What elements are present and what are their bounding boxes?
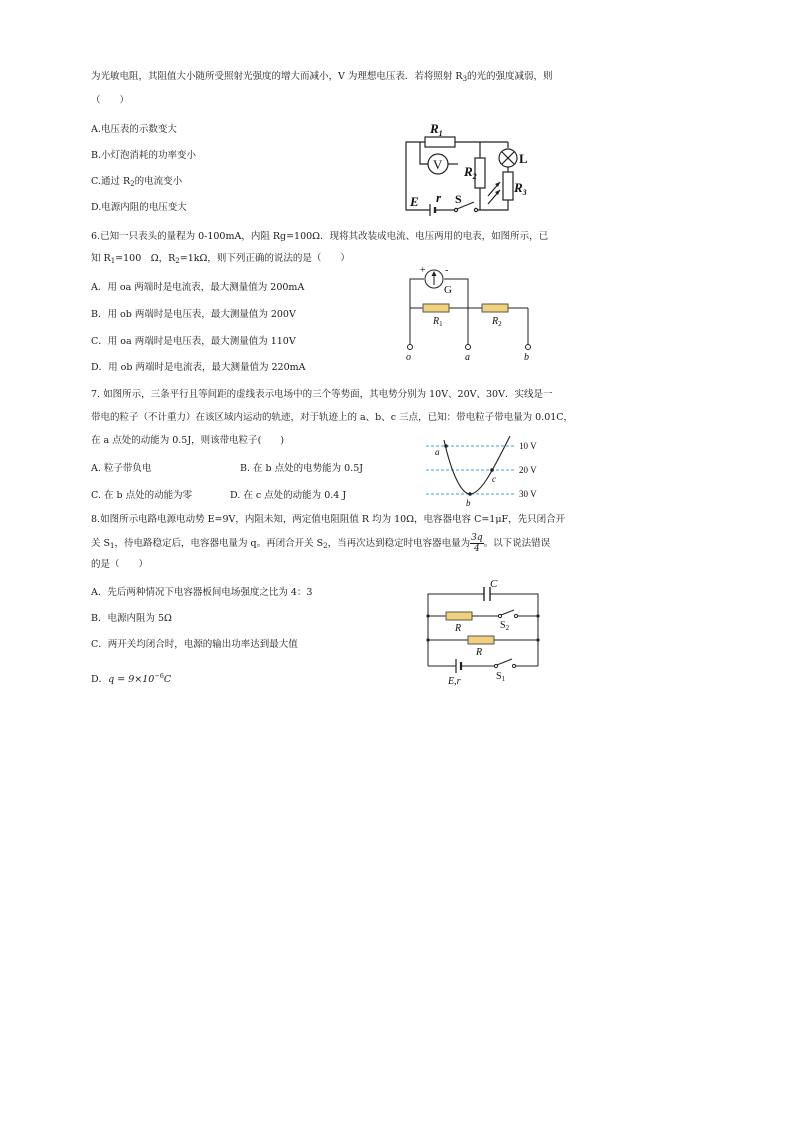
q8-option-b: B．电源内阻为 5Ω [91,613,172,624]
q7-option-a: A. 粒子带负电 [91,463,152,474]
q7-equipotential-diagram [422,436,552,510]
q5-r3-photoresistor [503,172,513,200]
q7-stem-line1: 7. 如图所示，三条平行且等间距的虚线表示电场中的三个等势面，其电势分别为 10V、20V、30V．实线是一 [91,389,553,400]
q6-terminal-b [526,345,531,350]
q6-stem-line2: 知 $R_1=100$ Ω，$R_2=1k\Omega$，则下列正确的说法的是（ ） [91,253,350,265]
svg-text:R3: $R_3$ [514,180,527,197]
svg-text:-: - [445,265,449,276]
q7-point-b [468,492,472,496]
q8-fraction-3q-over-4: $\frac{3q}{4}$ [471,533,483,554]
svg-text:r: r [436,190,442,205]
q8-option-d: D．$q = 9\times 10^{-6}C$ [91,672,172,686]
svg-text:R2: $R_2$ [492,316,502,328]
q5-blank: （ ） [91,95,130,106]
svg-text:20 V: 20 V [519,465,537,475]
svg-text:S: S [455,192,462,206]
svg-text:G: G [444,284,452,296]
svg-text:R1: $R_1$ [430,121,443,138]
svg-text:b: b [466,498,471,508]
q5-option-d: D.电源内阻的电压变大 [91,202,187,213]
svg-text:L: L [519,151,528,166]
svg-text:a: a [465,352,470,362]
svg-text:V: V [433,157,443,172]
q7-stem-line2: 带电的粒子（不计重力）在该区域内运动的轨迹，对于轨迹上的 a、b、c 三点，已知：带电粒子带电量为 0.01C， [91,412,574,423]
q6-option-c: C．用 oa 两端时是电压表，最大测量值为 110V [91,336,296,347]
svg-text:R: R [455,623,462,634]
q7-option-b: B. 在 b 点处的电势能为 0.5J [240,463,364,474]
q5-option-b: B.小灯泡消耗的功率变小 [91,150,197,161]
q6-r2-resistor [482,304,508,312]
svg-text:c: c [492,474,496,484]
svg-text:+: + [420,265,426,276]
q8-resistor-middle [468,636,494,644]
q7-option-c: C. 在 b 点处的动能为零 [91,490,193,501]
q7-option-d: D. 在 c 点处的动能为 0.4 J [230,490,347,501]
q6-terminal-a [466,345,471,350]
q8-option-c: C．两开关均闭合时，电源的输出功率达到最大值 [91,639,298,650]
svg-text:o: o [406,352,411,362]
q6-option-d: D．用 ob 两端时是电流表，最大测量值为 220mA [91,362,306,373]
svg-text:S1: $S_1$ [496,671,506,683]
q8-resistor-top [446,612,472,620]
q6-stem-line1: 6.已知一只表头的量程为 0-100mA，内阻 Rg=100Ω．现将其改装成电流、电压两用的电表，如图所示，已 [91,231,549,242]
svg-text:S2: $S_2$ [500,620,510,632]
q7-stem-line3: 在 a 点处的动能为 0.5J，则该带电粒子( ) [91,435,285,446]
svg-text:b: b [524,352,529,362]
q6-option-b: B．用 ob 两端时是电压表，最大测量值为 200V [91,309,296,320]
svg-text:R1: $R_1$ [433,316,443,328]
svg-text:E: E [410,194,419,209]
q6-r1-resistor [423,304,449,312]
q7-point-c [490,468,494,472]
q6-terminal-o [408,345,413,350]
svg-text:a: a [435,447,440,457]
q8-option-a: A．先后两种情况下电容器板间电场强度之比为 4：3 [91,587,313,598]
q5-r1-resistor [425,137,455,147]
q7-trajectory [444,436,510,494]
svg-text:C: C [490,578,498,590]
q8-stem-line1: 8.如图所示电路电源电动势 E=9V，内阻未知，两定值电阻阻值 R 均为 10Ω，电容器电容 C=1μF，先只闭合开 [91,514,566,525]
svg-text:R: R [476,647,483,658]
q6-meter-diagram [400,262,540,362]
q8-stem-line3: 的是（ ） [91,559,149,570]
q7-point-a [444,444,448,448]
svg-text:30 V: 30 V [519,489,537,499]
q5-circuit-diagram [400,118,540,216]
q6-option-a: A．用 oa 两端时是电流表，最大测量值为 200mA [91,282,305,293]
svg-text:R2: $R_2$ [464,164,477,181]
q5-intro: 为光敏电阻，其阻值大小随所受照射光强度的增大而减小，V 为理想电压表．若将照射 $R_3$的光的强度减弱，则 [91,71,553,83]
svg-text:E,r: E,r [448,676,461,687]
q5-option-c: C.通过 $R_2$的电流变小 [91,176,183,188]
svg-text:10 V: 10 V [519,441,537,451]
q8-stem-line2: 关 $S_1$，待电路稳定后，电容器电量为 q。再闭合开关 $S_2$，当再次达到稳定时电容器电量为 $\frac{3q}{4}$ 。以下说法错误 [91,533,551,554]
q8-circuit-diagram [420,578,546,688]
q5-option-a: A.电压表的示数变大 [91,124,177,135]
